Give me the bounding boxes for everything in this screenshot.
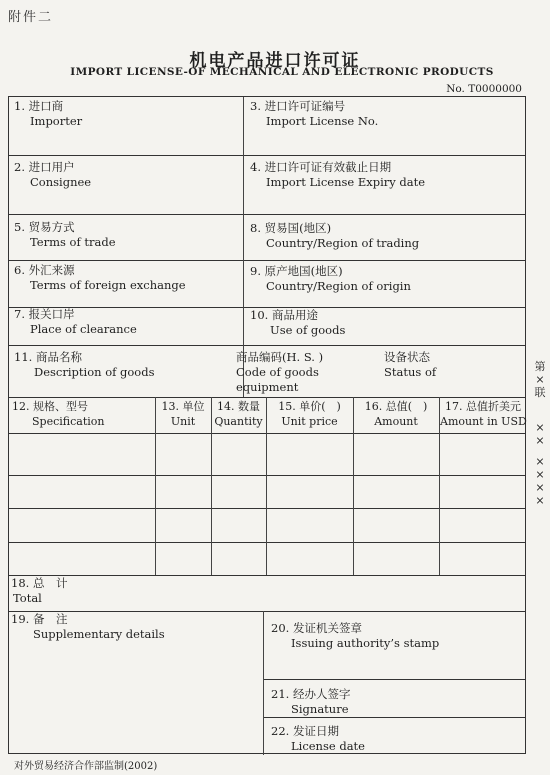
trade-terms-label: 5. 贸易方式 Terms of trade bbox=[14, 220, 116, 249]
column-header-specification: 12. 规格、型号 Specification bbox=[12, 400, 105, 428]
total-label: 18. 总 计 Total bbox=[11, 576, 68, 605]
copy-indicator: 第 × 联 × × × × × × bbox=[534, 360, 546, 507]
issuing-stamp-label: 20. 发证机关签章 Issuing authority’s stamp bbox=[271, 621, 440, 650]
title-chinese: 机电产品进口许可证 bbox=[189, 51, 361, 71]
hs-code-label: 商品编码(H. S. ) Code of goods equipment bbox=[236, 350, 324, 394]
column-header-amount-usd: 17. 总值折美元 Amount in USD bbox=[440, 400, 527, 428]
column-header-amount: 16. 总值( ) Amount bbox=[364, 400, 428, 428]
column-header-quantity: 14. 数量 Quantity bbox=[214, 400, 263, 428]
importer-label: 1. 进口商 Importer bbox=[14, 99, 83, 128]
trading-country-label: 8. 贸易国(地区) Country/Region of trading bbox=[250, 221, 420, 250]
supplementary-label: 19. 备 注 Supplementary details bbox=[11, 612, 165, 641]
consignee-label: 2. 进口用户 Consignee bbox=[14, 160, 92, 189]
origin-country-label: 9. 原产地国(地区) Country/Region of origin bbox=[250, 264, 411, 293]
column-header-unit: 13. 单位 Unit bbox=[161, 400, 205, 428]
signature-label: 21. 经办人签字 Signature bbox=[271, 687, 351, 716]
goods-description-label: 11. 商品名称 Description of goods bbox=[14, 350, 155, 379]
license-date-label: 22. 发证日期 License date bbox=[271, 724, 365, 753]
use-of-goods-label: 10. 商品用途 Use of goods bbox=[250, 308, 346, 337]
clearance-place-label: 7. 报关口岸 Place of clearance bbox=[14, 307, 137, 336]
equipment-status-label: 设备状态 Status of bbox=[384, 350, 437, 379]
license-serial-number: No. T0000000 bbox=[446, 83, 522, 95]
foreign-exchange-label: 6. 外汇来源 Terms of foreign exchange bbox=[14, 263, 186, 292]
license-form bbox=[8, 96, 526, 754]
title-english: IMPORT LICENSE-OF MECHANICAL AND ELECTRONIC PRODUCTS bbox=[70, 66, 494, 78]
expiry-date-label: 4. 进口许可证有效截止日期 Import License Expiry date bbox=[250, 160, 426, 189]
issuer-footer: 对外贸易经济合作部监制(2002) bbox=[14, 761, 158, 772]
column-header-unit-price: 15. 单价( ) Unit price bbox=[278, 400, 341, 428]
attachment-label: 附件二 bbox=[8, 10, 54, 25]
license-number-label: 3. 进口许可证编号 Import License No. bbox=[250, 99, 379, 128]
